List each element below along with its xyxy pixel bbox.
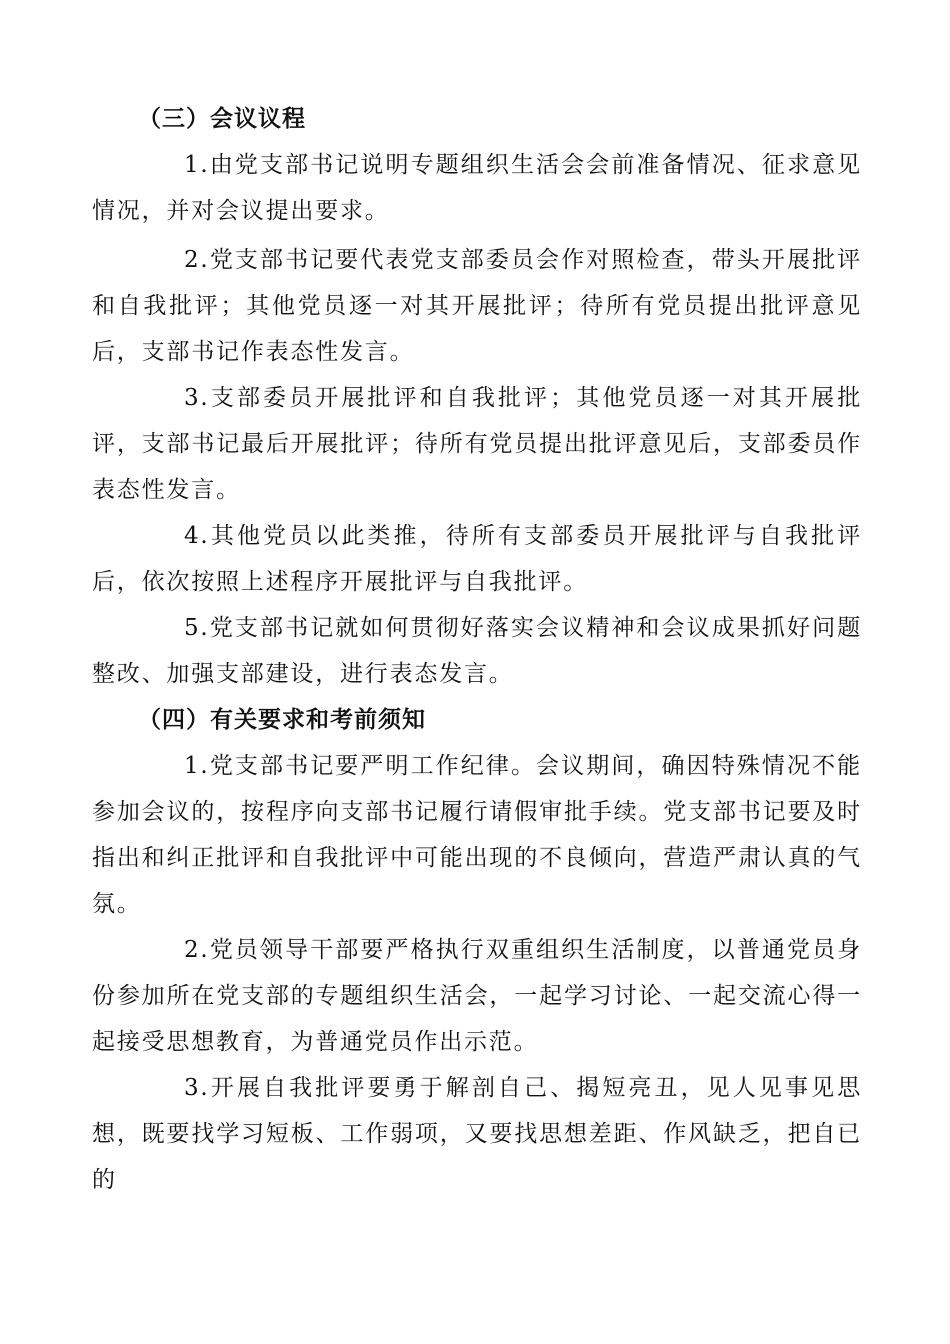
agenda-item-5 [92, 605, 862, 697]
item-number: 1. [184, 753, 210, 779]
item-text: 党支部书记要代表党支部委员会作对照检查，带头开展批评和自我批评；其他党员逐一对其开展批评；待所有党员提出批评意见后，支部书记作表态性发言。 [92, 247, 862, 365]
item-number: 2. [184, 247, 210, 273]
item-number: 2. [184, 937, 210, 963]
item-text: 由党支部书记说明专题组织生活会会前准备情况、征求意见情况，并对会议提出要求。 [92, 152, 862, 224]
item-number: 3. [184, 385, 210, 411]
requirement-item-1 [92, 743, 862, 927]
item-text: 党支部书记要严明工作纪律。会议期间，确因特殊情况不能参加会议的，按程序向支部书记履行请假审批手续。党支部书记要及时指出和纠正批评和自我批评中可能出现的不良倾向，营造严肃认真的气氛。 [92, 753, 862, 917]
item-text: 支部委员开展批评和自我批评；其他党员逐一对其开展批评，支部书记最后开展批评；待所有党员提出批评意见后，支部委员作表态性发言。 [92, 385, 862, 503]
agenda-item-1 [92, 142, 862, 234]
item-text: 党支部书记就如何贯彻好落实会议精神和会议成果抓好问题整改、加强支部建设，进行表态发言。 [92, 615, 862, 687]
section-heading-agenda: （三）会议议程 [138, 105, 306, 132]
item-text: 开展自我批评要勇于解剖自己、揭短亮丑，见人见事见思想，既要找学习短板、工作弱项，又要找思想差距、作风缺乏，把自已的 [92, 1075, 862, 1193]
agenda-item-4 [92, 513, 862, 605]
item-number: 3. [184, 1075, 210, 1101]
document-page [92, 96, 862, 1203]
requirement-item-3 [92, 1065, 862, 1203]
item-number: 5. [184, 615, 210, 641]
agenda-item-2 [92, 237, 862, 375]
item-text: 党员领导干部要严格执行双重组织生活制度，以普通党员身份参加所在党支部的专题组织生活会，一起学习讨论、一起交流心得一起接受思想教育，为普通党员作出示范。 [92, 937, 862, 1055]
item-text: 其他党员以此类推，待所有支部委员开展批评与自我批评后，依次按照上述程序开展批评与自我批评。 [92, 523, 862, 595]
requirement-item-2 [92, 927, 862, 1065]
item-number: 4. [184, 523, 210, 549]
agenda-item-3 [92, 375, 862, 513]
item-number: 1. [184, 152, 210, 178]
section-heading-requirements: （四）有关要求和考前须知 [138, 706, 426, 733]
